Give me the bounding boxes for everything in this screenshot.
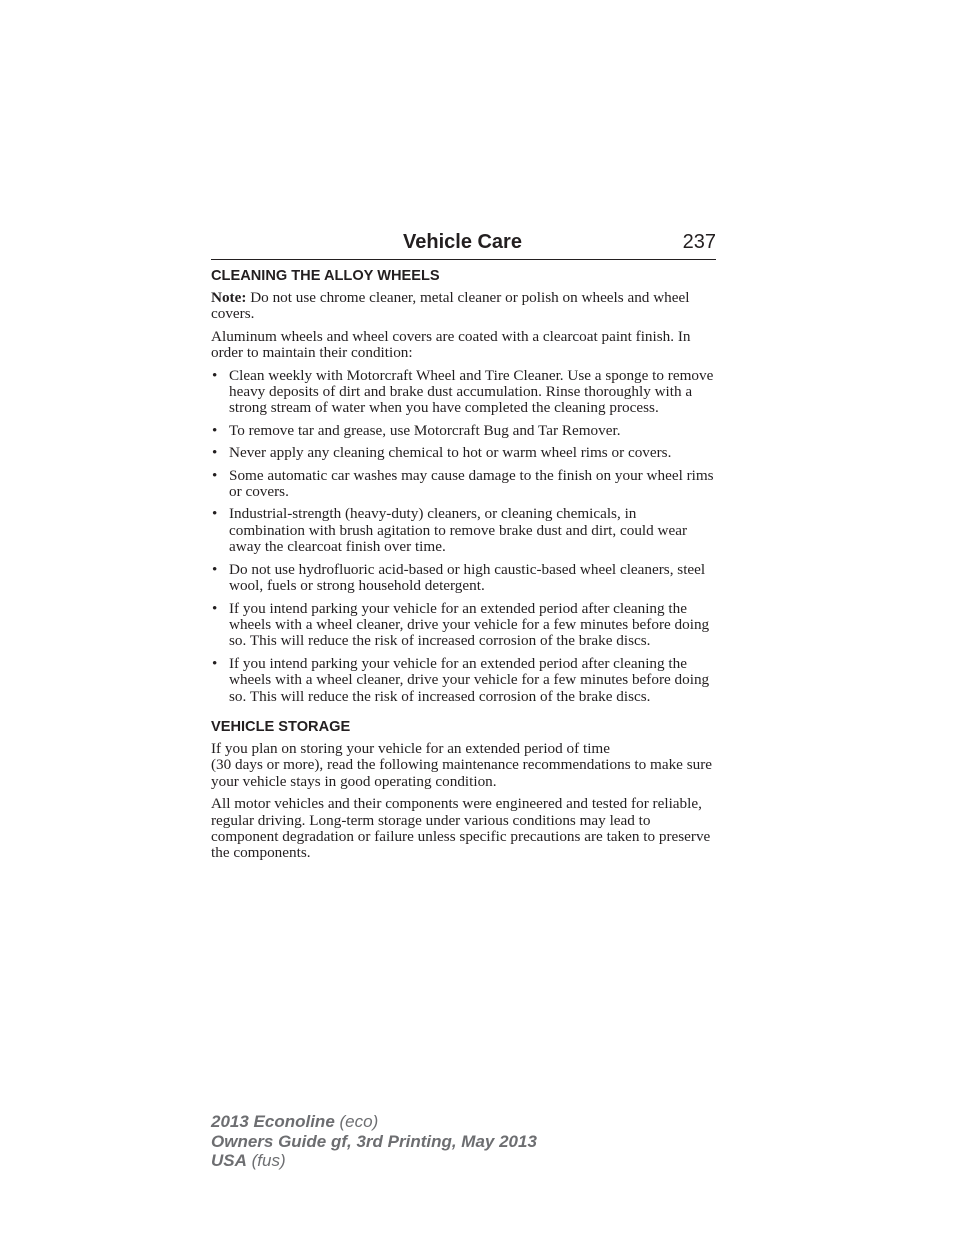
storage-paragraph-1 <box>211 741 716 790</box>
list-item <box>211 368 716 417</box>
page-footer <box>211 1112 537 1171</box>
list-item <box>211 656 716 705</box>
list-item <box>211 506 716 555</box>
bullet-icon: • <box>212 466 218 484</box>
intro-paragraph: Aluminum wheels and wheel covers are coated with a clearcoat paint finish. In order to maintain their condition: <box>211 327 691 362</box>
list-item-text: Clean weekly with Motorcraft Wheel and Tire Cleaner. Use a sponge to remove heavy deposits of dirt and brake dust accumulation. Rinse thoroughly with a strong stream of water when you have completed the cleaning process. <box>229 366 714 417</box>
list-item-text: If you intend parking your vehicle for an extended period after cleaning the wheels with a wheel cleaner, drive your vehicle for a few minutes before doing so. This will reduce the risk of increased corrosion of the brake discs. <box>229 654 710 705</box>
chapter-title: Vehicle Care <box>403 231 522 253</box>
bullet-icon: • <box>212 560 218 578</box>
list-item-text: Some automatic car washes may cause damage to the finish on your wheel rims or covers. <box>229 466 714 501</box>
list-item-text: Never apply any cleaning chemical to hot or warm wheel rims or covers. <box>229 444 672 462</box>
footer-market-code: (fus) <box>246 1151 286 1170</box>
cleaning-bullet-list <box>211 368 716 705</box>
bullet-icon: • <box>212 444 218 462</box>
note-text: Do not use chrome cleaner, metal cleaner or polish on wheels and wheel covers. <box>211 289 690 323</box>
footer-guide-line: Owners Guide gf, 3rd Printing, May 2013 <box>211 1131 537 1151</box>
page-header <box>211 228 716 260</box>
list-item <box>211 445 716 461</box>
storage-paragraph-1-line-1: If you plan on storing your vehicle for an extended period of time <box>211 739 610 757</box>
footer-model-line <box>211 1112 537 1132</box>
footer-model: 2013 Econoline <box>211 1112 335 1131</box>
list-item <box>211 601 716 650</box>
storage-paragraph-1-line-2: (30 days or more), read the following maintenance recommendations to make sure your vehicle stays in good operating condition. <box>211 756 713 790</box>
list-item-text: If you intend parking your vehicle for an extended period after cleaning the wheels with a wheel cleaner, drive your vehicle for a few minutes before doing so. This will reduce the risk of increased corrosion of the brake discs. <box>229 599 710 650</box>
list-item <box>211 562 716 595</box>
list-item-text: Do not use hydrofluoric acid-based or high caustic-based wheel cleaners, steel wool, fuels or strong household detergent. <box>229 560 706 595</box>
bullet-icon: • <box>212 599 218 617</box>
section-heading-alloy-wheels: CLEANING THE ALLOY WHEELS <box>211 268 440 284</box>
footer-model-code: (eco) <box>334 1112 379 1131</box>
note-paragraph <box>211 290 716 323</box>
section-heading-vehicle-storage: VEHICLE STORAGE <box>211 718 351 735</box>
note-label: Note: <box>211 289 247 306</box>
list-item <box>211 423 716 439</box>
list-item-text: Industrial-strength (heavy-duty) cleaners, or cleaning chemicals, in combination with brush agitation to remove brake dust and dirt, could wear away the clearcoat finish over time. <box>229 505 688 556</box>
bullet-icon: • <box>212 654 218 672</box>
bullet-icon: • <box>212 505 218 523</box>
bullet-icon: • <box>212 421 218 439</box>
footer-market: USA <box>211 1151 247 1170</box>
bullet-icon: • <box>212 366 218 384</box>
list-item-text: To remove tar and grease, use Motorcraft Bug and Tar Remover. <box>229 421 621 439</box>
footer-market-line <box>211 1151 537 1171</box>
page-number: 237 <box>682 231 716 253</box>
list-item <box>211 468 716 501</box>
page-content <box>211 267 716 868</box>
storage-paragraph-2: All motor vehicles and their components were engineered and tested for reliable, regular driving. Long-term storage under various conditions may lead to component degradation or failure unless specific precautions are taken to preserve the components. <box>211 795 711 862</box>
